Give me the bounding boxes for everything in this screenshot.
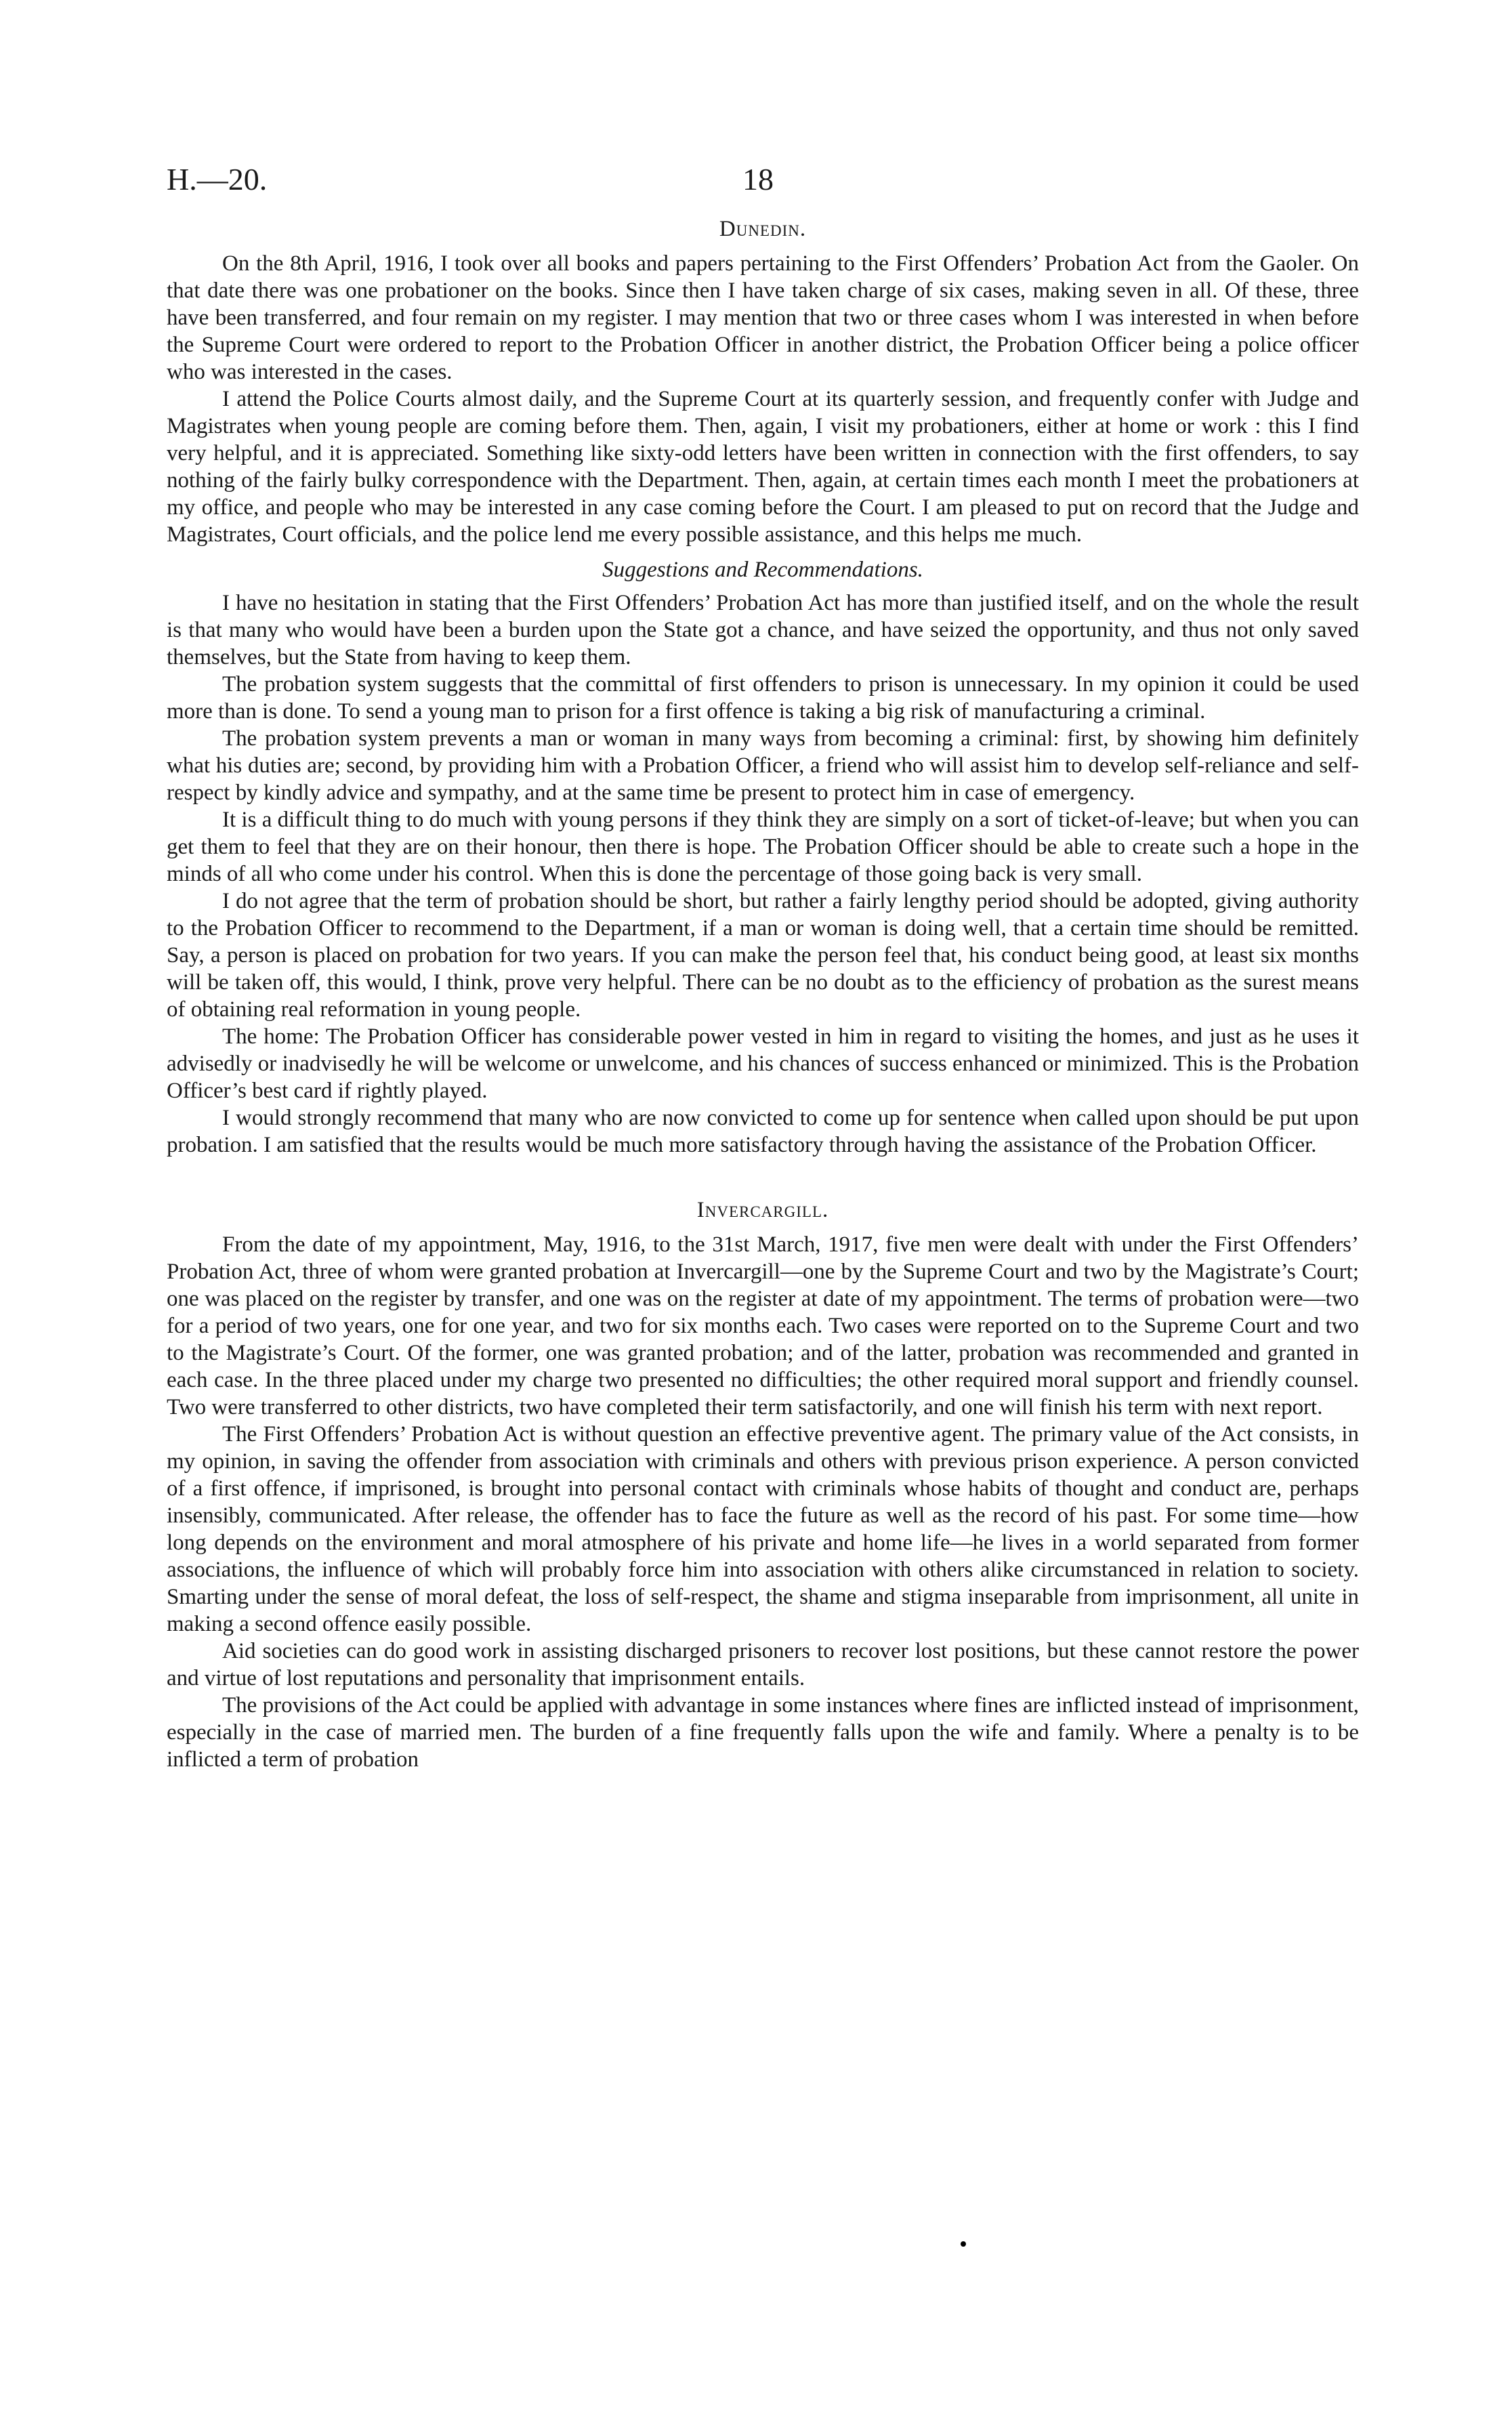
page-header: [167, 161, 1359, 202]
paragraph: The First Offenders’ Probation Act is without question an effective preventive agent. The primary value of the Act consists, in my opinion, in saving the offender from association with criminals and others with previous prison experience. A person convicted of a first offence, if imprisoned, is brought into personal contact with criminals whose habits of thought and conduct are, perhaps insensibly, communicated. After release, the offender has to face the future as well as the record of his past. For some time—how long depends on the environment and moral atmosphere of his private and home life—he lives in a world separated from former associations, the influence of which will probably force him into association with others alike circumstanced in relation to society. Smarting under the sense of moral defeat, the loss of self-respect, the shame and stigma inseparable from imprisonment, all unite in making a second offence easily possible.: [167, 1422, 1359, 1636]
page-number: 18: [742, 162, 774, 196]
subsection-heading: Suggestions and Recommendations.: [602, 558, 923, 582]
paragraph: The probation system suggests that the committal of first offenders to prison is unnecessary. In my opinion it could be used more than is done. To send a young man to prison for a first offence is taking a big risk of manufacturing a criminal.: [167, 672, 1359, 724]
paragraph: I have no hesitation in stating that the First Offenders’ Probation Act has more than justified itself, and on the whole the result is that many who would have been a burden upon the State got a chance, and have seized the opportunity, and thus not only saved themselves, but the State from having to keep them.: [167, 591, 1359, 669]
section-invercargill: [167, 1198, 1359, 1773]
paragraph: I do not agree that the term of probation should be short, but rather a fairly lengthy period should be adopted, giving authority to the Probation Officer to recommend to the Department, if a man or woman is doing well, that a certain time should be remitted. Say, a person is placed on probation for two years. If you can make the person feel that, his conduct being good, at least six months will be taken off, this would, I think, prove very helpful. There can be no doubt as to the efficiency of probation as the surest means of obtaining real reformation in young people.: [167, 889, 1359, 1022]
paragraph: I attend the Police Courts almost daily, and the Supreme Court at its quarterly session, and frequently confer with Judge and Magistrates when young people are coming before them. Then, again, I visit my probationers, either at home or work : this I find very helpful, and it is appreciated. Something like sixty-odd letters have been written in connection with the first offenders, to say nothing of the fairly bulky correspondence with the Department. Then, again, at certain times each month I meet the probationers at my office, and people who may be interested in any case coming before the Court. I am pleased to put on record that the Judge and Magistrates, Court officials, and the police lend me every possible assistance, and this helps me much.: [167, 387, 1359, 547]
paragraph: From the date of my appointment, May, 1916, to the 31st March, 1917, five men were dealt with under the First Offenders’ Probation Act, three of whom were granted probation at Invercargill—one by the Supreme Court and two by the Magistrate’s Court; one was placed on the register by transfer, and one was on the register at date of my appointment. The terms of probation were—two for a period of two years, one for one year, and two for six months each. Two cases were reported on to the Supreme Court and two to the Magistrate’s Court. Of the former, one was granted probation; and of the latter, probation was recommended and granted in each case. In the three placed under my charge two presented no difficulties; the other required moral support and friendly counsel. Two were transferred to other districts, two have completed their term satisfactorily, and one will finish his term with next report.: [167, 1232, 1359, 1419]
paragraph: The provisions of the Act could be applied with advantage in some instances where fines are inflicted instead of imprisonment, especially in the case of married men. The burden of a fine frequently falls upon the wife and family. Where a penalty is to be inflicted a term of probation: [167, 1693, 1359, 1772]
paragraph: The home: The Probation Officer has considerable power vested in him in regard to visiting the homes, and just as he uses it advisedly or inadvisedly he will be welcome or unwelcome, and his chances of success enhanced or minimized. This is the Probation Officer’s best card if rightly played.: [167, 1024, 1359, 1103]
section-heading: Invercargill.: [696, 1198, 829, 1222]
paragraph: On the 8th April, 1916, I took over all books and papers pertaining to the First Offenders’ Probation Act from the Gaoler. On that date there was one probationer on the books. Since then I have taken charge of six cases, making seven in all. Of these, three have been transferred, and four remain on my register. I may mention that two or three cases whom I was interested in when before the Supreme Court were ordered to report to the Probation Officer in another district, the Probation Officer being a police officer who was interested in the cases.: [167, 251, 1359, 384]
paragraph: Aid societies can do good work in assisting discharged prisoners to recover lost positions, but these cannot restore the power and virtue of lost reputations and personality that imprisonment entails.: [167, 1639, 1359, 1690]
paragraph: I would strongly recommend that many who are now convicted to come up for sentence when called upon should be put upon probation. I am satisfied that the results would be much more satisfactory through having the assistance of the Probation Officer.: [167, 1106, 1359, 1157]
paragraph: The probation system prevents a man or woman in many ways from becoming a criminal: first, by showing him definitely what his duties are; second, by providing him with a Probation Officer, a friend who will assist him to develop self-reliance and self-respect by kindly advice and sympathy, and at the same time be present to protect him in case of emergency.: [167, 726, 1359, 805]
paragraph: It is a difficult thing to do much with young persons if they think they are simply on a sort of ticket-of-leave; but when you can get them to feel that they are on their honour, then there is hope. The Probation Officer should be able to create such a hope in the minds of all who come under his control. When this is done the percentage of those going back is very small.: [167, 808, 1359, 886]
footer-mark: [961, 2241, 966, 2247]
section-spacer: [167, 1159, 1359, 1198]
section-heading: Dunedin.: [719, 217, 807, 241]
section-dunedin: [167, 217, 1359, 1159]
document-body: [167, 217, 1359, 1773]
document-reference: H.—20.: [167, 162, 268, 196]
